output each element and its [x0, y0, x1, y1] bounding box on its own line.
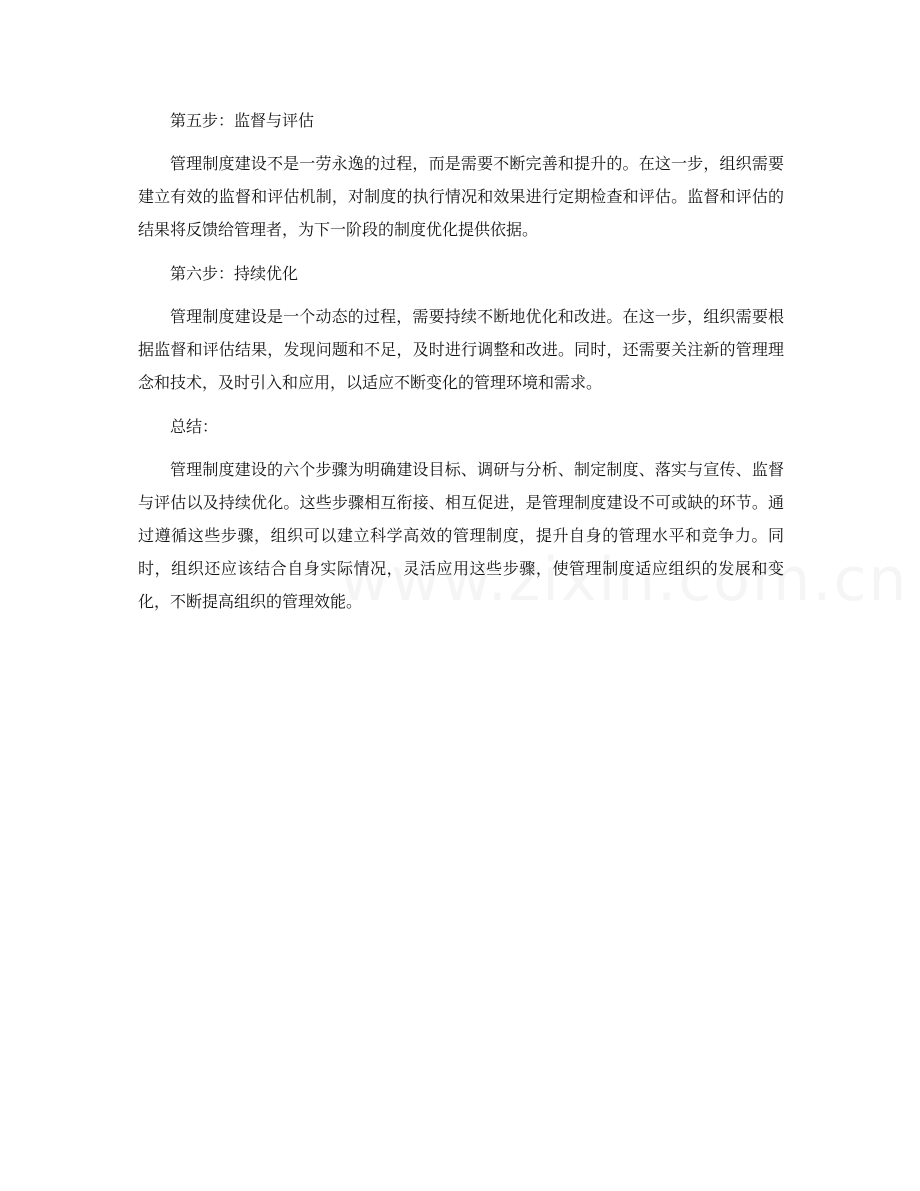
section-paragraph-step-5: 管理制度建设不是一劳永逸的过程，而是需要不断完善和提升的。在这一步，组织需要建立有效的监督和评估机制，对制度的执行情况和效果进行定期检查和评估。监督和评估的结果将反馈给管理者，为下一阶段的制度优化提供依据。 [138, 154, 784, 239]
section-heading-summary: 总结： [170, 417, 219, 436]
section-heading-step-6: 第六步：持续优化 [170, 264, 299, 283]
document-body [138, 105, 784, 630]
section-paragraph-step-6: 管理制度建设是一个动态的过程，需要持续不断地优化和改进。在这一步，组织需要根据监督和评估结果，发现问题和不足，及时进行调整和改进。同时，还需要关注新的管理理念和技术，及时引入和应用，以适应不断变化的管理环境和需求。 [138, 307, 784, 392]
section-heading-step-5: 第五步：监督与评估 [170, 111, 315, 130]
section-paragraph-summary: 管理制度建设的六个步骤为明确建设目标、调研与分析、制定制度、落实与宣传、监督与评估以及持续优化。这些步骤相互衔接、相互促进，是管理制度建设不可或缺的环节。通过遵循这些步骤，组织可以建立科学高效的管理制度，提升自身的管理水平和竞争力。同时，组织还应该结合自身实际情况，灵活应用这些步骤，使管理制度适应组织的发展和变化，不断提高组织的管理效能。 [138, 460, 784, 611]
